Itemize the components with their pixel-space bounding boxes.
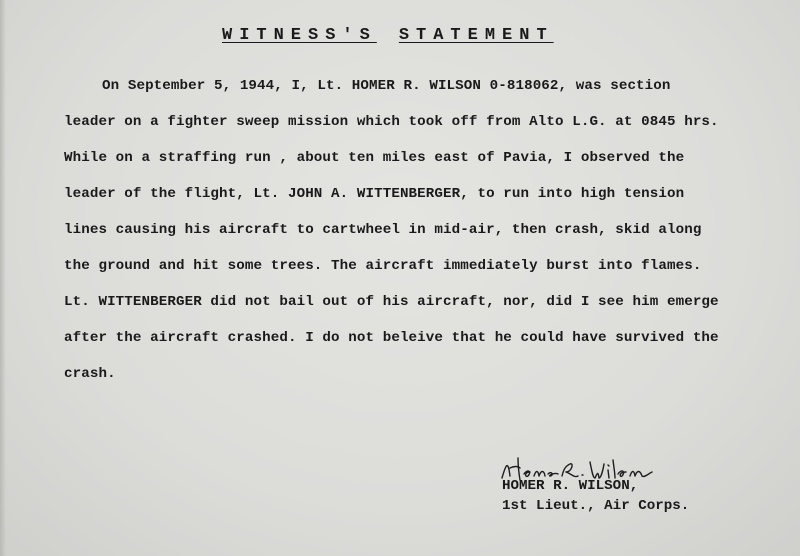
statement-line: lines causing his aircraft to cartwheel in mid-air, then crash, skid along (64, 222, 702, 238)
document-title (222, 26, 582, 45)
title-word-statement: STATEMENT (398, 26, 554, 45)
statement-line: Lt. WITTENBERGER did not bail out of his aircraft, nor, did I see him emerge (64, 294, 719, 310)
statement-line: leader of the flight, Lt. JOHN A. WITTENBERGER, to run into high tension (64, 186, 685, 202)
statement-line: crash. (64, 366, 116, 382)
statement-line: While on a straffing run , about ten miles east of Pavia, I observed the (64, 150, 685, 166)
page-edge-shadow (0, 0, 6, 556)
statement-line: leader on a fighter sweep mission which took off from Alto L.G. at 0845 hrs. (64, 114, 719, 130)
title-word-witness: WITNESS'S (222, 26, 377, 45)
signatory-rank: 1st Lieut., Air Corps. (502, 498, 690, 514)
statement-line: after the aircraft crashed. I do not beleive that he could have survived the (64, 330, 719, 346)
statement-line: the ground and hit some trees. The aircraft immediately burst into flames. (64, 258, 702, 274)
signatory-name: HOMER R. WILSON, (502, 478, 639, 494)
statement-line: On September 5, 1944, I, Lt. HOMER R. WILSON 0-818062, was section (102, 78, 671, 94)
